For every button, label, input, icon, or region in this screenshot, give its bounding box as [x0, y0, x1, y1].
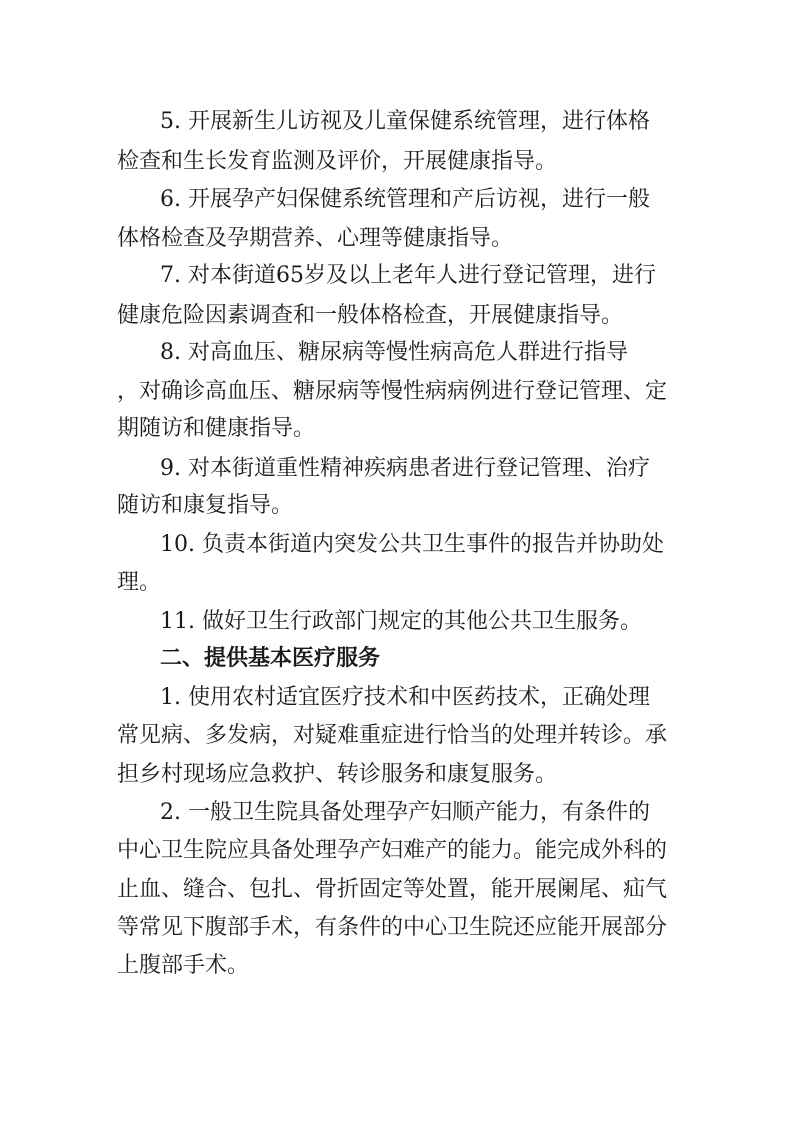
text-line-17: 常见病、多发病，对疑难重症进行恰当的处理并转诊。承 [117, 723, 668, 748]
text-line-6: 健康危险因素调查和一般体格检查，开展健康指导。 [117, 303, 624, 328]
text-line-22: 等常见下腹部手术，有条件的中心卫生院还应能开展部分 [117, 915, 668, 940]
text-line-20: 中心卫生院应具备处理孕产妇难产的能力。能完成外科的 [117, 838, 668, 863]
text-line-4: 体格检查及孕期营养、心理等健康指导。 [117, 226, 514, 251]
text-line-1: 5. 开展新生儿访视及儿童保健系统管理，进行体格 [160, 109, 650, 134]
text-line-7: 8. 对高血压、糖尿病等慢性病高危人群进行指导 [160, 340, 628, 365]
text-line-21: 止血、缝合、包扎、骨折固定等处置，能开展阑尾、疝气 [117, 877, 668, 902]
text-line-18: 担乡村现场应急救护、转诊服务和康复服务。 [117, 762, 558, 787]
text-line-5: 7. 对本街道65岁及以上老年人进行登记管理，进行 [160, 263, 656, 288]
text-line-13: 理。 [117, 570, 162, 595]
section-heading: 二、提供基本医疗服务 [160, 646, 381, 671]
text-line-23: 上腹部手术。 [117, 953, 250, 978]
text-line-12: 10. 负责本街道内突发公共卫生事件的报告并协助处 [160, 532, 664, 557]
text-line-2: 检查和生长发育监测及评价，开展健康指导。 [117, 149, 558, 174]
text-line-11: 随访和康复指导。 [117, 493, 294, 518]
text-line-3: 6. 开展孕产妇保健系统管理和产后访视，进行一般 [160, 187, 650, 212]
text-line-9: 期随访和健康指导。 [117, 416, 316, 441]
text-line-10: 9. 对本街道重性精神疾病患者进行登记管理、治疗 [160, 456, 650, 481]
text-line-19: 2. 一般卫生院具备处理孕产妇顺产能力，有条件的 [160, 800, 650, 825]
text-line-16: 1. 使用农村适宜医疗技术和中医药技术，正确处理 [160, 685, 650, 710]
text-line-14: 11. 做好卫生行政部门规定的其他公共卫生服务。 [160, 609, 642, 634]
text-line-8: ，对确诊高血压、糖尿病等慢性病病例进行登记管理、定 [117, 379, 668, 404]
